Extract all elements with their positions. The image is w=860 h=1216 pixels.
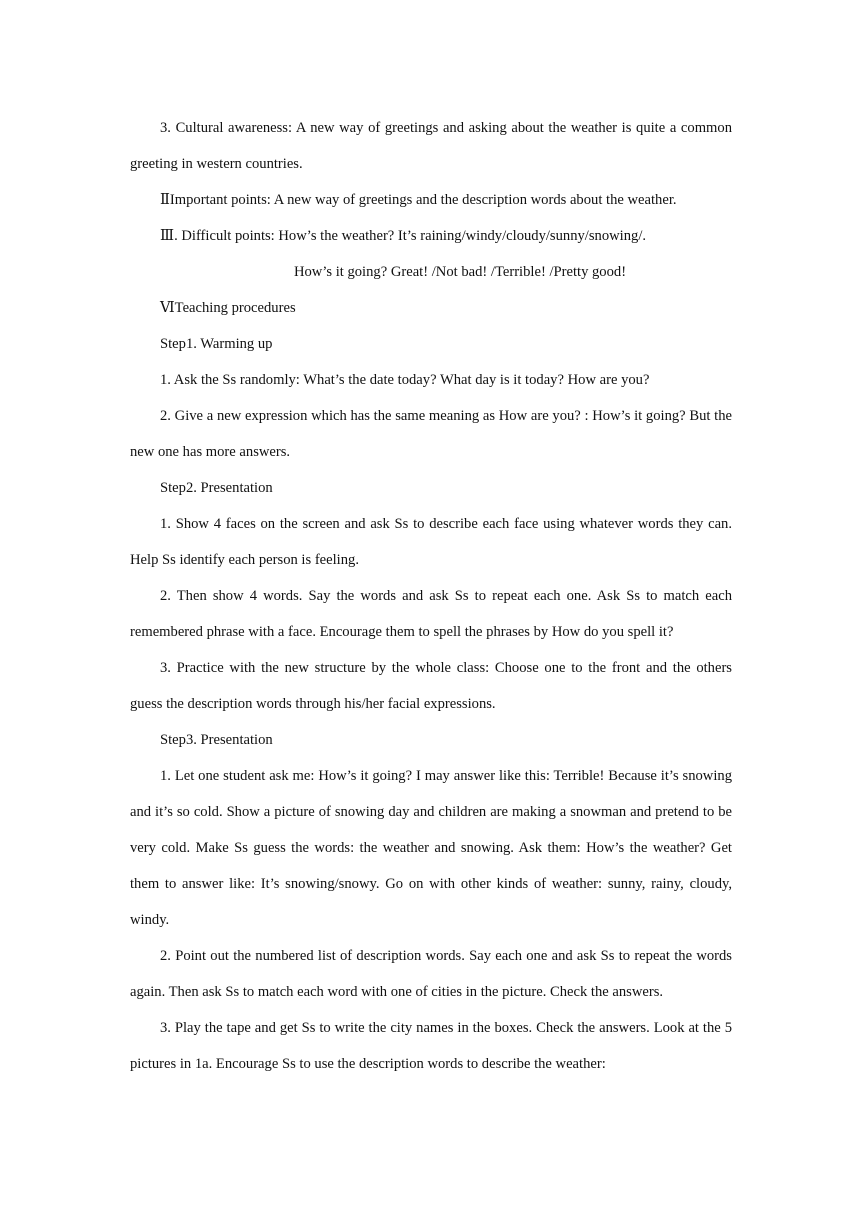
paragraph-step2-item3: 3. Practice with the new structure by the whole class: Choose one to the front and the others guess the description words through his/her facial expressions.	[130, 660, 732, 712]
paragraph-step3-item2: 2. Point out the numbered list of description words. Say each one and ask Ss to repeat the words again. Then ask Ss to match each word with one of cities in the picture. Check the answers.	[130, 948, 732, 1000]
heading-step1: Step1. Warming up	[160, 336, 273, 352]
paragraph-step2-item1: 1. Show 4 faces on the screen and ask Ss to describe each face using whatever words they can. Help Ss identify each person is feeling.	[130, 516, 732, 568]
paragraph-step1-item1: 1. Ask the Ss randomly: What’s the date today? What day is it today? How are you?	[160, 372, 650, 388]
paragraph-difficult-points: Ⅲ. Difficult points: How’s the weather? It’s raining/windy/cloudy/sunny/snowing/.	[160, 228, 647, 244]
paragraph-step3-item3: 3. Play the tape and get Ss to write the city names in the boxes. Check the answers. Look at the 5 pictures in 1a. Encourage Ss to use the description words to describe the weather:	[130, 1020, 732, 1072]
paragraph-step2-item2: 2. Then show 4 words. Say the words and ask Ss to repeat each one. Ask Ss to match each remembered phrase with a face. Encourage them to spell the phrases by How do you spell it?	[130, 588, 732, 640]
paragraph-difficult-points-continued: How’s it going? Great! /Not bad! /Terrible! /Pretty good!	[293, 264, 627, 280]
document-body	[130, 110, 732, 1082]
paragraph-cultural-awareness: 3. Cultural awareness: A new way of greetings and asking about the weather is quite a common greeting in western countries.	[130, 120, 732, 172]
heading-step2: Step2. Presentation	[160, 480, 273, 496]
heading-step3: Step3. Presentation	[160, 732, 273, 748]
paragraph-step3-item1: 1. Let one student ask me: How’s it going? I may answer like this: Terrible! Because it’s snowing and it’s so cold. Show a picture of snowing day and children are making a snowman and pretend to be very cold. Make Ss guess the words: the weather and snowing. Ask them: How’s the weather? Get them to answer like: It’s snowing/snowy. Go on with other kinds of weather: sunny, rainy, cloudy, windy.	[130, 768, 732, 928]
paragraph-important-points: ⅡImportant points: A new way of greetings and the description words about the weather.	[160, 192, 677, 208]
heading-teaching-procedures: ⅥTeaching procedures	[160, 300, 296, 316]
paragraph-step1-item2: 2. Give a new expression which has the same meaning as How are you? : How’s it going? But the new one has more answers.	[130, 408, 732, 460]
